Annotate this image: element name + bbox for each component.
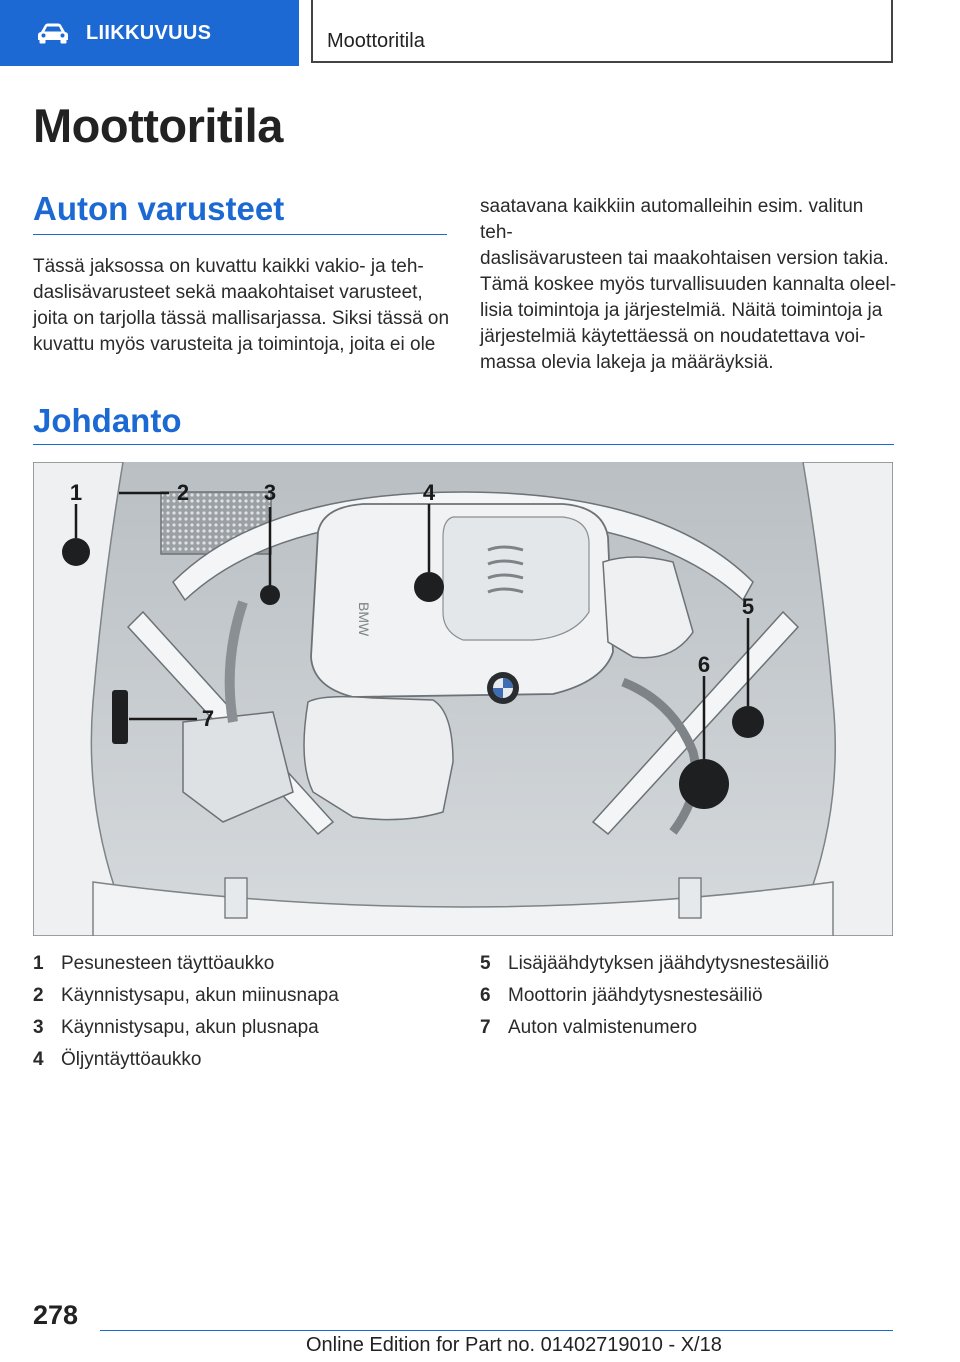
car-icon <box>36 22 70 44</box>
callout-1: 1 <box>69 480 83 505</box>
legend-right <box>480 952 829 1048</box>
callout-2: 2 <box>176 480 190 505</box>
page-title: Moottoritila <box>33 99 283 152</box>
legend-item <box>480 952 829 984</box>
legend-text: Pesunesteen täyttöaukko <box>61 953 275 974</box>
chapter-label: Moottoritila <box>327 30 425 52</box>
engine-logo-text: BMW <box>356 602 372 637</box>
legend-item <box>480 984 829 1016</box>
legend-number: 3 <box>33 1017 44 1038</box>
intro-text-right: saatavana kaikkiin automalleihin esim. valitun teh‐ daslisävarusteen tai maakohtaisen version takia. Tämä koskee myös turvallisuuden kannalta oleel‐ lisia toimintoja ja järjestelmiä. Näitä toimintoja ja järjestelmiä käytettäessä on noudatettava voi‐ massa olevia lakeja ja määräyksiä. <box>480 196 897 373</box>
legend-text: Öljyntäyttöaukko <box>61 1049 202 1070</box>
intro-text-left: Tässä jaksossa on kuvattu kaikki vakio- ja teh‐ daslisävarusteet sekä maakohtaiset varusteet, joita on tarjolla tässä mallisarjassa. Siksi tässä on kuvattu myös varusteita ja toimintoja, joita ei ole <box>33 256 450 355</box>
callout-6: 6 <box>697 652 711 677</box>
legend-left <box>33 952 339 1080</box>
heading-rule <box>33 234 447 235</box>
legend-text: Lisäjäähdytyksen jäähdytysnestesäiliö <box>508 953 830 974</box>
legend-text: Käynnistysapu, akun plusnapa <box>61 1017 319 1038</box>
legend-number: 1 <box>33 953 44 974</box>
section-heading-introduction: Johdanto <box>33 402 182 439</box>
legend-number: 6 <box>480 985 491 1006</box>
chapter-box <box>311 0 893 63</box>
section-heading-equipment: Auton varusteet <box>33 190 285 227</box>
heading-rule <box>33 444 894 445</box>
engine-bay-figure <box>33 462 893 936</box>
page-number: 278 <box>33 1300 79 1330</box>
legend-number: 2 <box>33 985 44 1006</box>
section-tab <box>0 0 299 66</box>
legend-item <box>33 984 339 1016</box>
callout-4: 4 <box>422 480 436 505</box>
legend-item <box>33 952 339 984</box>
footer-rule <box>100 1330 893 1331</box>
callout-3: 3 <box>263 480 277 505</box>
section-label: LIIKKUVUUS <box>86 21 212 44</box>
engine-bay-illustration <box>33 462 893 936</box>
legend-number: 5 <box>480 953 491 974</box>
legend-number: 7 <box>480 1017 491 1038</box>
legend-text: Moottorin jäähdytysnestesäiliö <box>508 985 763 1006</box>
callout-7: 7 <box>201 706 215 731</box>
legend-number: 4 <box>33 1049 44 1070</box>
callout-5: 5 <box>741 594 755 619</box>
edition-text: Online Edition for Part no. 01402719010 - X/18 <box>306 1334 722 1356</box>
page-header <box>0 0 960 66</box>
legend-item <box>480 1016 829 1048</box>
legend-item <box>33 1016 339 1048</box>
legend-text: Auton valmistenumero <box>508 1017 698 1038</box>
legend-text: Käynnistysapu, akun miinusnapa <box>61 985 339 1006</box>
legend-item <box>33 1048 339 1080</box>
